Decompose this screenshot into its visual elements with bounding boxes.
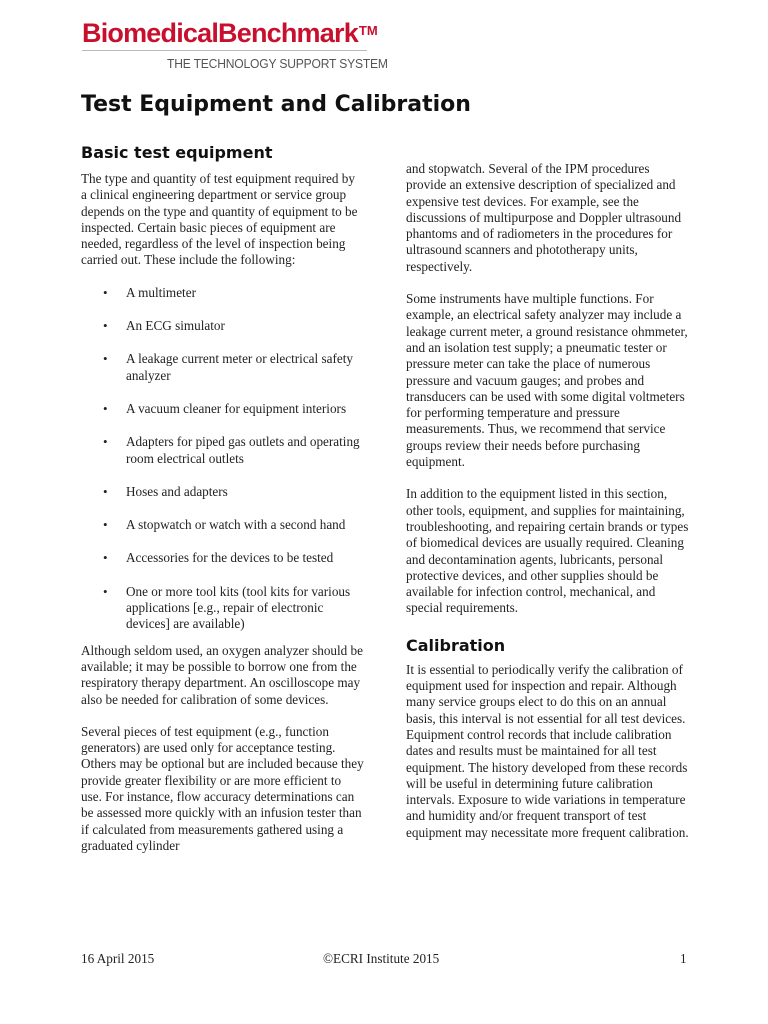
list-item-text: One or more tool kits (tool kits for various applications [e.g., repair of electronic devices] are available) (126, 583, 351, 632)
additional-supplies-paragraph: In addition to the equipment listed in this section, other tools, equipment, and supplies for maintaining, troubleshooting, and repairing certain brands or types of biomedical devices are usually required. Cleaning and decontamination agents, lubricants, personal protective devices, and other supplies should be available for infection control, mechanical, and special requirements. (406, 486, 689, 616)
brand-name (82, 18, 378, 48)
equipment-list (81, 285, 364, 633)
list-item-text: A stopwatch or watch with a second hand (126, 517, 346, 533)
continued-paragraph: and stopwatch. Several of the IPM procedures provide an extensive description of specialized and expensive test devices. For example, see the discussions of multipurpose and Doppler ultrasound phantoms and of radiometers in the procedures for ultrasound scanners and phototherapy units, respectively. (406, 161, 682, 274)
bullet-icon: • (103, 284, 108, 300)
logo-divider (82, 50, 367, 51)
bullet-icon: • (103, 517, 108, 533)
bullet-icon: • (103, 483, 108, 499)
bullet-icon: • (103, 434, 108, 450)
bullet-icon: • (103, 351, 108, 367)
list-item (81, 351, 364, 384)
list-item (81, 550, 364, 566)
trademark-symbol: TM (358, 23, 378, 38)
list-item-text: Hoses and adapters (126, 483, 228, 499)
list-item (81, 318, 364, 334)
list-item-text: An ECG simulator (126, 318, 225, 334)
right-column (406, 161, 689, 841)
footer-date: 16 April 2015 (81, 951, 155, 966)
bullet-icon: • (103, 318, 108, 334)
brand-wordmark: BiomedicalBenchmark (82, 18, 358, 48)
brand-tagline: THE TECHNOLOGY SUPPORT SYSTEM (167, 56, 388, 71)
list-item (81, 401, 364, 417)
page-number: 1 (680, 951, 687, 966)
section-heading-basic-test-equipment: Basic test equipment (81, 143, 273, 162)
multiple-functions-paragraph: Some instruments have multiple functions. For example, an electrical safety analyzer may include a leakage current meter, a ground resistance ohmmeter, and an isolation test supply; a pneumatic tester or pressure meter can take the place of numerous pressure and vacuum gauges; and probes and transducers can be used with some digital voltmeters for performing temperature and pressure measurements. Thus, we recommend that service groups review their needs before purchasing equipment. (406, 291, 688, 470)
list-item-text: A vacuum cleaner for equipment interiors (126, 400, 347, 416)
bullet-icon: • (103, 550, 108, 566)
list-item-text: A multimeter (126, 284, 196, 300)
calibration-paragraph: It is essential to periodically verify the calibration of equipment used for inspection and repair. Although many service groups elect to do this on an annual basis, this interval is not essential for all test devices. Equipment control records that include calibration dates and results must be maintained for all test equipment. The history developed from these records will be useful in determining future calibration intervals. Exposure to wide variations in temperature and humidity and/or frequent transport of test equipment may necessitate more frequent calibration. (406, 661, 689, 840)
list-item (81, 484, 364, 500)
list-item-text: Accessories for the devices to be tested (126, 550, 334, 566)
page-title: Test Equipment and Calibration (81, 92, 471, 117)
bullet-icon: • (103, 583, 108, 599)
list-item (81, 434, 364, 467)
list-item (81, 517, 364, 533)
list-item-text: A leakage current meter or electrical safety analyzer (126, 351, 353, 383)
brand-logo (82, 18, 388, 71)
list-item (81, 584, 364, 633)
section-heading-calibration: Calibration (406, 635, 506, 655)
list-item (81, 285, 364, 301)
bullet-icon: • (103, 400, 108, 416)
footer-copyright: ©ECRI Institute 2015 (323, 951, 440, 966)
acceptance-testing-paragraph: Several pieces of test equipment (e.g., function generators) are used only for acceptance testing. Others may be optional but are included because they provide greater flexibility or are more efficient to use. For instance, flow accuracy determinations can be assessed more quickly with an infusion tester than if calculated from measurements gathered using a graduated cylinder (81, 723, 364, 853)
oxygen-analyzer-paragraph: Although seldom used, an oxygen analyzer should be available; it may be possible to borrow one from the respiratory therapy department. An oscilloscope may also be needed for calibration of some devices. (81, 642, 364, 707)
list-item-text: Adapters for piped gas outlets and operating room electrical outlets (126, 434, 360, 466)
intro-paragraph: The type and quantity of test equipment required by a clinical engineering department or service group depends on the type and quantity of equipment to be inspected. Certain basic pieces of equipment are needed, regardless of the level of inspection being carried out. These include the following: (81, 171, 358, 268)
left-column (81, 141, 364, 854)
